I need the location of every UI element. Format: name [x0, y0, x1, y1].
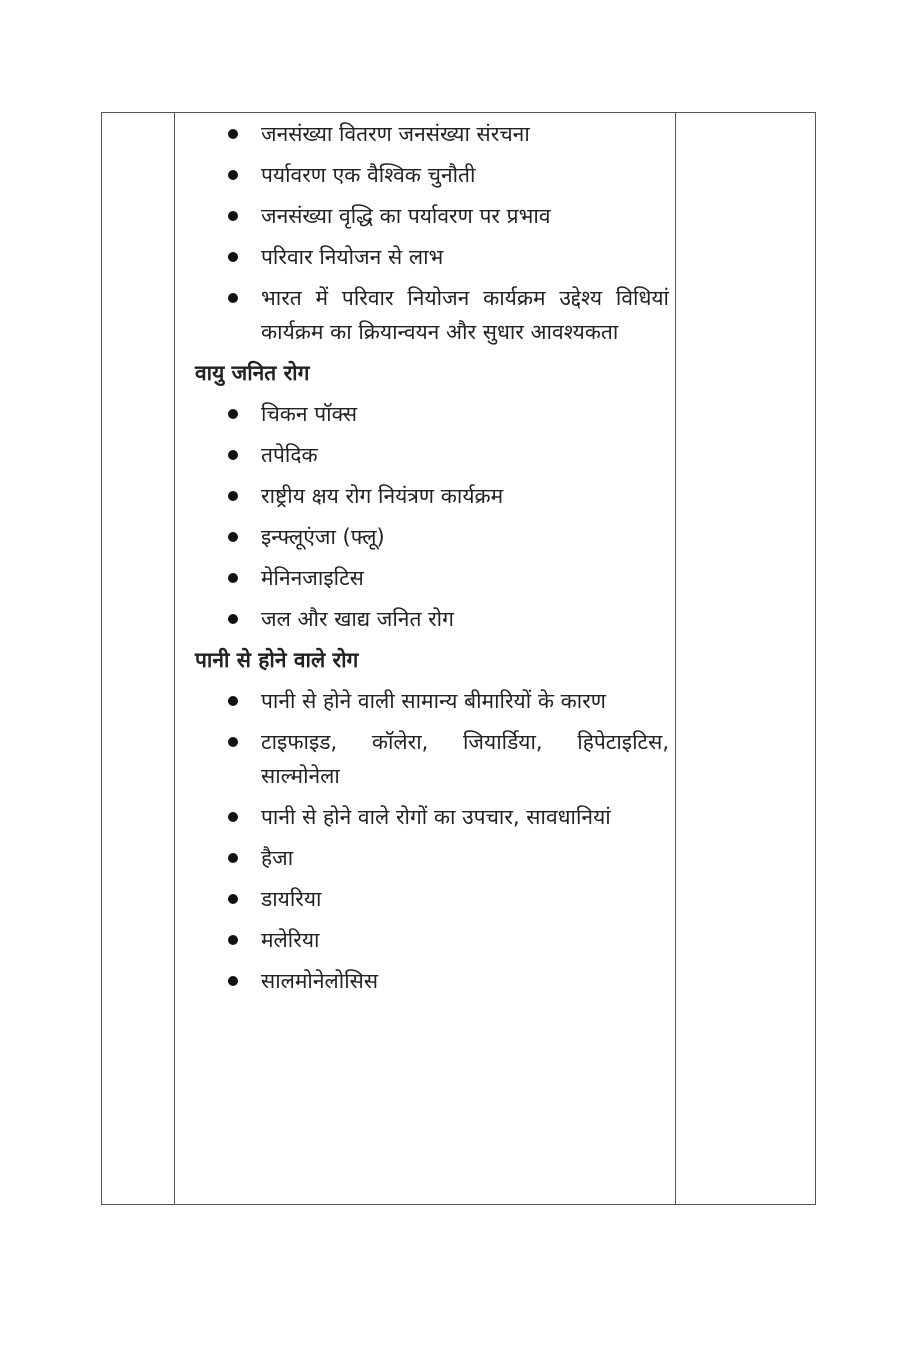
bullet-icon	[228, 696, 238, 706]
waterborne-diseases-list	[195, 684, 673, 998]
list-item: मेनिनजाइटिस	[195, 561, 673, 595]
bullet-icon	[228, 737, 238, 747]
bullet-icon	[228, 170, 238, 180]
list-item: चिकन पॉक्स	[195, 397, 673, 431]
list-item: इन्फ्लूएंजा (फ्लू)	[195, 520, 673, 554]
column-divider-right	[675, 113, 676, 1204]
list-item: टाइफाइड, कॉलेरा, जियार्डिया, हिपेटाइटिस, साल्मोनेला	[195, 725, 669, 793]
airborne-diseases-list	[195, 397, 673, 636]
bullet-icon	[228, 935, 238, 945]
bullet-icon	[228, 129, 238, 139]
list-item: राष्ट्रीय क्षय रोग नियंत्रण कार्यक्रम	[195, 479, 673, 513]
list-item: पानी से होने वाली सामान्य बीमारियों के कारण	[195, 684, 669, 718]
column-divider-left	[174, 113, 175, 1204]
list-item: जनसंख्या वितरण जनसंख्या संरचना	[195, 117, 673, 151]
bullet-icon	[228, 894, 238, 904]
list-item: सालमोनेलोसिस	[195, 964, 673, 998]
section-heading-waterborne-diseases: पानी से होने वाले रोग	[195, 648, 359, 672]
bullet-icon	[228, 409, 238, 419]
bullet-icon	[228, 614, 238, 624]
list-item: परिवार नियोजन से लाभ	[195, 240, 673, 274]
bullet-icon	[228, 976, 238, 986]
bullet-icon	[228, 293, 238, 303]
population-topics-list	[195, 117, 673, 349]
list-item: पर्यावरण एक वैश्विक चुनौती	[195, 158, 673, 192]
list-item: जल और खाद्य जनित रोग	[195, 602, 673, 636]
bullet-icon	[228, 812, 238, 822]
bullet-icon	[228, 450, 238, 460]
section-heading-airborne-diseases: वायु जनित रोग	[195, 361, 310, 385]
bullet-icon	[228, 252, 238, 262]
list-item: हैजा	[195, 841, 673, 875]
bullet-icon	[228, 573, 238, 583]
list-item: तपेदिक	[195, 438, 673, 472]
content-cell	[195, 117, 673, 1005]
bullet-icon	[228, 853, 238, 863]
list-item: भारत में परिवार नियोजन कार्यक्रम उद्देश्य विधियां कार्यक्रम का क्रियान्वयन और सुधार आवश्यकता	[195, 281, 669, 349]
list-item: पानी से होने वाले रोगों का उपचार, सावधानियां	[195, 800, 669, 834]
bullet-icon	[228, 532, 238, 542]
list-item: मलेरिया	[195, 923, 673, 957]
list-item: जनसंख्या वृद्धि का पर्यावरण पर प्रभाव	[195, 199, 673, 233]
bullet-icon	[228, 491, 238, 501]
list-item: डायरिया	[195, 882, 673, 916]
bullet-icon	[228, 211, 238, 221]
syllabus-table	[101, 112, 816, 1205]
